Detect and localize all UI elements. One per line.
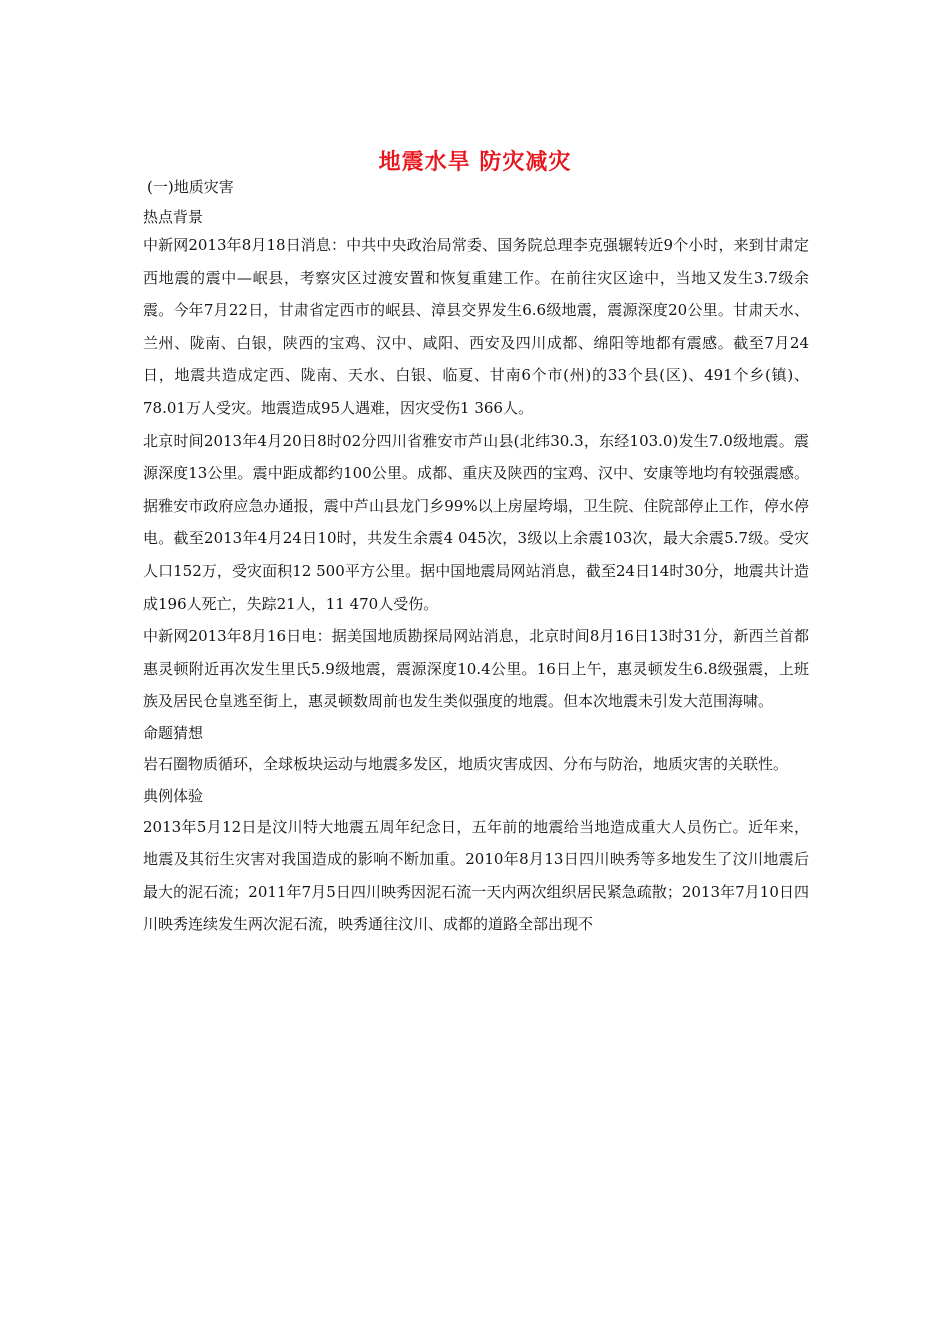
paragraph-lushan-earthquake: 北京时间2013年4月20日8时02分四川省雅安市芦山县(北纬30.3，东经103.0)发生7.0级地震。震源深度13公里。震中距成都约100公里。成都、重庆及陕西的宝鸡、汉中、安康等地均有较强震感。据雅安市政府应急办通报，震中芦山县龙门乡99%以上房屋垮塌，卫生院、住院部停止工作，停水停电。截至2013年4月24日10时，共发生余震4 045次，3级以上余震103次，最大余震5.7级。受灾人口152万，受灾面积12 500平方公里。据中国地震局网站消息，截至24日14时30分，地震共计造成196人死亡，失踪21人，11 470人受伤。 [143,431,809,613]
example-paragraph: 2013年5月12日是汶川特大地震五周年纪念日，五年前的地震给当地造成重大人员伤亡。近年来，地震及其衍生灾害对我国造成的影响不断加重。2010年8月13日四川映秀等多地发生了汶川地震后最大的泥石流；2011年7月5日四川映秀因泥石流一天内两次组织居民紧急疏散；2013年7月10日四川映秀连续发生两次泥石流，映秀通往汶川、成都的道路全部出现不 [143,817,809,934]
document-body [143,177,809,941]
paragraph-dingxi-earthquake: 中新网2013年8月18日消息：中共中央政治局常委、国务院总理李克强辗转近9个小时，来到甘肃定西地震的震中—岷县，考察灾区过渡安置和恢复重建工作。在前往灾区途中，当地又发生3.7级余震。今年7月22日，甘肃省定西市的岷县、漳县交界发生6.6级地震，震源深度20公里。甘肃天水、兰州、陇南、白银，陕西的宝鸡、汉中、咸阳、西安及四川成都、绵阳等地都有震感。截至7月24日，地震共造成定西、陇南、天水、白银、临夏、甘南6个市(州)的33个县(区)、491个乡(镇)、78.01万人受灾。地震造成95人遇难，因灾受伤1 366人。 [143,236,809,417]
proposition-paragraph: 岩石圈物质循环，全球板块运动与地震多发区，地质灾害成因、分布与防治，地质灾害的关联性。 [143,754,789,773]
document-title: 地震水旱 防灾减灾 [378,150,572,175]
proposition-heading: 命题猜想 [143,723,204,742]
hot-background-heading: 热点背景 [143,208,204,226]
example-heading: 典例体验 [143,786,204,805]
section-subtitle: (一)地质灾害 [147,178,234,196]
paragraph-wellington-earthquake: 中新网2013年8月16日电：据美国地质勘探局网站消息，北京时间8月16日13时31分，新西兰首都惠灵顿附近再次发生里氏5.9级地震，震源深度10.4公里。16日上午，惠灵顿发生6.8级强震，上班族及居民仓皇逃至街上，惠灵顿数周前也发生类似强度的地震。但本次地震未引发大范围海啸。 [143,627,809,711]
